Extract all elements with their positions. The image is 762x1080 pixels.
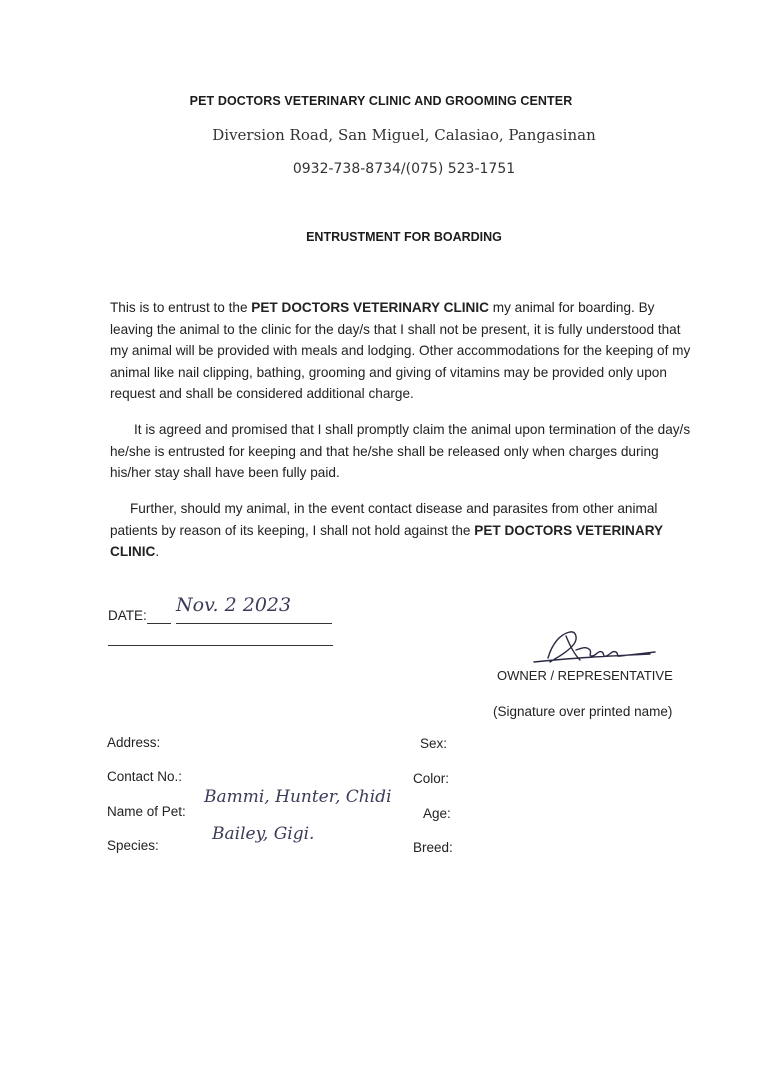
name-line	[108, 645, 333, 646]
color-label: Color:	[413, 771, 450, 786]
paragraph-entrust-body: my animal for boarding. By leaving the animal to the clinic for the day/s that I shall not be present, it is fully understood that my animal will be provided with meals and lodging. Other accommodations for the keeping of my animal like nail clipping, bathing, grooming and giving of vitamins may be provided only upon request and shall be considered additional charge.	[110, 300, 691, 401]
paragraph-liability	[110, 498, 695, 563]
date-label: DATE:	[108, 608, 147, 623]
paragraph-liability-end: .	[155, 544, 160, 559]
species-label: Species:	[107, 838, 159, 853]
clinic-name: PET DOCTORS VETERINARY CLINIC AND GROOMING CENTER	[189, 94, 573, 108]
owner-signature	[530, 622, 660, 672]
breed-label: Breed:	[413, 840, 453, 855]
paragraph-entrust-clinic: PET DOCTORS VETERINARY CLINIC	[251, 300, 489, 315]
age-label: Age:	[423, 806, 451, 821]
document-title: ENTRUSTMENT FOR BOARDING	[306, 230, 502, 244]
pet-name-value[interactable]: Bammi, Hunter, Chidi	[204, 787, 392, 807]
pet-name-label: Name of Pet:	[107, 804, 186, 819]
signature-mark-icon	[530, 622, 660, 672]
pet-name-value-continued[interactable]: Bailey, Gigi.	[212, 824, 315, 844]
date-value[interactable]: Nov. 2 2023	[176, 594, 292, 616]
paragraph-agreement-text: It is agreed and promised that I shall promptly claim the animal upon termination of the day/s he/she is entrusted for keeping and that he/she shall be released only when charges during his/her stay shall have been fully paid.	[110, 422, 691, 480]
paragraph-liability-intro: Further, should my animal, in the event contact disease and parasites from other animal patients by reason of its keeping, I shall not hold against the	[110, 501, 658, 538]
sex-label: Sex:	[420, 736, 448, 751]
paragraph-entrust-intro: This is to entrust to the	[110, 300, 252, 315]
contact-label: Contact No.:	[107, 769, 183, 784]
owner-label: OWNER / REPRESENTATIVE	[497, 668, 673, 683]
clinic-address: Diversion Road, San Miguel, Calasiao, Pangasinan	[212, 126, 596, 144]
address-label: Address:	[107, 735, 161, 750]
date-underline-left	[147, 623, 171, 624]
paragraph-entrust	[110, 297, 695, 405]
date-underline	[176, 623, 332, 624]
clinic-phone: 0932-738-8734/(075) 523-1751	[292, 161, 516, 177]
signature-note: (Signature over printed name)	[493, 704, 673, 719]
paragraph-agreement	[110, 419, 695, 484]
paragraph-liability-clinic: PET DOCTORS VETERINARY CLINIC	[110, 522, 663, 559]
